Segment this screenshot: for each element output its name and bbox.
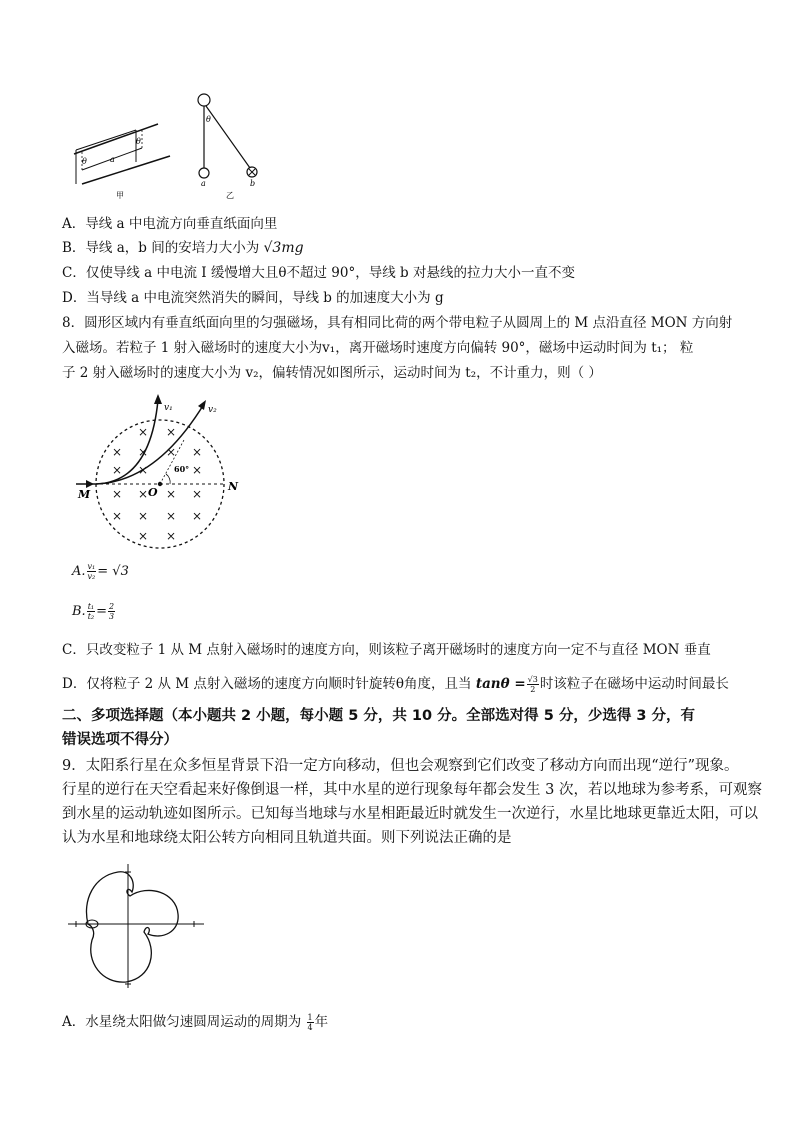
section-2-heading-2: 错误选项不得分） <box>62 732 178 748</box>
frac-num: 1 <box>307 1013 313 1022</box>
q9-option-a-fraction <box>307 1013 314 1032</box>
frac-num: v₁ <box>87 562 96 571</box>
q8-option-c: C．只改变粒子 1 从 M 点射入磁场时的速度方向，则该粒子离开磁场时的速度方向一定不与直径 MON 垂直 <box>62 642 711 658</box>
frac-den: 4 <box>307 1023 313 1032</box>
cross: × <box>112 509 123 523</box>
q7-option-a: A．导线 a 中电流方向垂直纸面向里 <box>62 216 278 232</box>
q8-option-a <box>72 562 129 582</box>
wire-a-label: a <box>110 155 115 164</box>
frac-den: t₂ <box>87 612 95 621</box>
point-n-label: N <box>228 480 239 493</box>
cross: × <box>112 487 123 501</box>
cross: × <box>192 463 203 477</box>
cross: × <box>166 509 177 523</box>
q7-figure-jia <box>66 112 176 202</box>
fig-yi-caption: 乙 <box>226 191 234 200</box>
wire-b-yi-label: b <box>250 179 256 188</box>
theta-label-2: θ <box>136 137 141 146</box>
wire-a-yi-label: a <box>201 179 206 188</box>
q9-trajectory-figure <box>66 862 206 992</box>
cross: × <box>166 445 177 459</box>
q8-stem-3: 子 2 射入磁场时的速度大小为 v₂，偏转情况如图所示，运动时间为 t₂，不计重力，则（ ） <box>62 365 602 381</box>
q8-stem-1: 8．圆形区域内有垂直纸面向里的匀强磁场，具有相同比荷的两个带电粒子从圆周上的 M 点沿直径 MON 方向射 <box>62 315 733 331</box>
cross: × <box>138 425 149 439</box>
cross: × <box>166 529 177 543</box>
cross: × <box>112 463 123 477</box>
frac-den: v₂ <box>87 572 96 581</box>
q8-stem-2: 入磁场。若粒子 1 射入磁场时的速度大小为v₁，离开磁场时速度方向偏转 90°，磁场中运动时间为 t₁； 粒 <box>62 340 694 356</box>
q7-figure-yi <box>190 88 270 200</box>
cross: × <box>138 487 149 501</box>
cross: × <box>192 509 203 523</box>
q7-option-b <box>62 238 304 258</box>
q8-option-b <box>72 602 116 622</box>
v1-label: v₁ <box>164 403 173 413</box>
q8-option-d-text1: D．仅将粒子 2 从 M 点射入磁场的速度方向顺时针旋转θ角度，且当 <box>62 676 472 692</box>
q8-option-a-fraction <box>87 562 97 581</box>
cross: × <box>112 445 123 459</box>
q9-option-a-text: A．水星绕太阳做匀速圆周运动的周期为 <box>62 1014 302 1030</box>
q8-option-d-text2: 时该粒子在磁场中运动时间最长 <box>539 676 729 692</box>
frac-den: 2 <box>530 685 536 694</box>
cross: × <box>192 445 203 459</box>
q9-stem-1: 9．太阳系行星在众多恒星背景下沿一定方向移动，但也会观察到它们改变了移动方向而出现“逆行”现象。 <box>62 758 739 774</box>
q8-option-b-rfraction <box>108 602 115 621</box>
q7-option-c: C．仅使导线 a 中电流 I 缓慢增大且θ不超过 90°，导线 b 对悬线的拉力大小一直不变 <box>62 265 575 281</box>
cross: × <box>138 445 149 459</box>
cross: × <box>192 487 203 501</box>
cross: × <box>138 463 149 477</box>
q8-option-b-eq: = <box>96 604 108 619</box>
q8-option-d-tan: tanθ = <box>475 676 526 692</box>
q9-option-a-unit: 年 <box>314 1014 329 1030</box>
q8-option-a-rhs: = √3 <box>97 564 129 579</box>
angle-label: 60° <box>174 464 190 474</box>
q8-option-d-fraction <box>527 675 539 694</box>
v2-label: v₂ <box>208 405 217 415</box>
q8-magnetic-field-figure <box>66 390 246 555</box>
q7-option-b-text: B．导线 a，b 间的安培力大小为 <box>62 240 260 256</box>
cross: × <box>138 529 149 543</box>
q7-option-d: D．当导线 a 中电流突然消失的瞬间，导线 b 的加速度大小为 g <box>62 290 444 306</box>
theta-label-yi: θ <box>206 115 211 124</box>
q9-option-a <box>62 1012 328 1032</box>
q8-option-d <box>62 674 729 694</box>
q8-option-a-prefix: A. <box>72 564 86 579</box>
q9-stem-4: 认为水星和地球绕太阳公转方向相同且轨道共面。则下列说法正确的是 <box>62 830 512 846</box>
q9-stem-2: 行星的逆行在天空看起来好像倒退一样，其中水星的逆行现象每年都会发生 3 次，若以地球为参考系，可观察 <box>62 782 762 798</box>
frac-den: 3 <box>109 612 115 621</box>
q7-option-b-formula: √3mg <box>263 240 304 256</box>
theta-label-1: θ <box>82 157 87 166</box>
cross: × <box>138 509 149 523</box>
frac-num: 2 <box>109 602 115 611</box>
q9-stem-3: 到水星的运动轨迹如图所示。已知每当地球与水星相距最近时就发生一次逆行，水星比地球更靠近太阳，可以 <box>62 806 758 822</box>
section-2-heading-1: 二、多项选择题（本小题共 2 小题，每小题 5 分，共 10 分。全部选对得 5 分，少选得 3 分，有 <box>62 708 696 724</box>
fig-jia-caption: 甲 <box>116 191 124 200</box>
frac-num: t₁ <box>87 602 95 611</box>
cross: × <box>166 487 177 501</box>
frac-num: √3 <box>527 675 538 684</box>
point-m-label: M <box>78 488 91 501</box>
q8-option-b-fraction <box>87 602 95 621</box>
point-o-label: O <box>148 486 158 499</box>
cross: × <box>166 425 177 439</box>
q8-option-b-prefix: B. <box>72 604 86 619</box>
